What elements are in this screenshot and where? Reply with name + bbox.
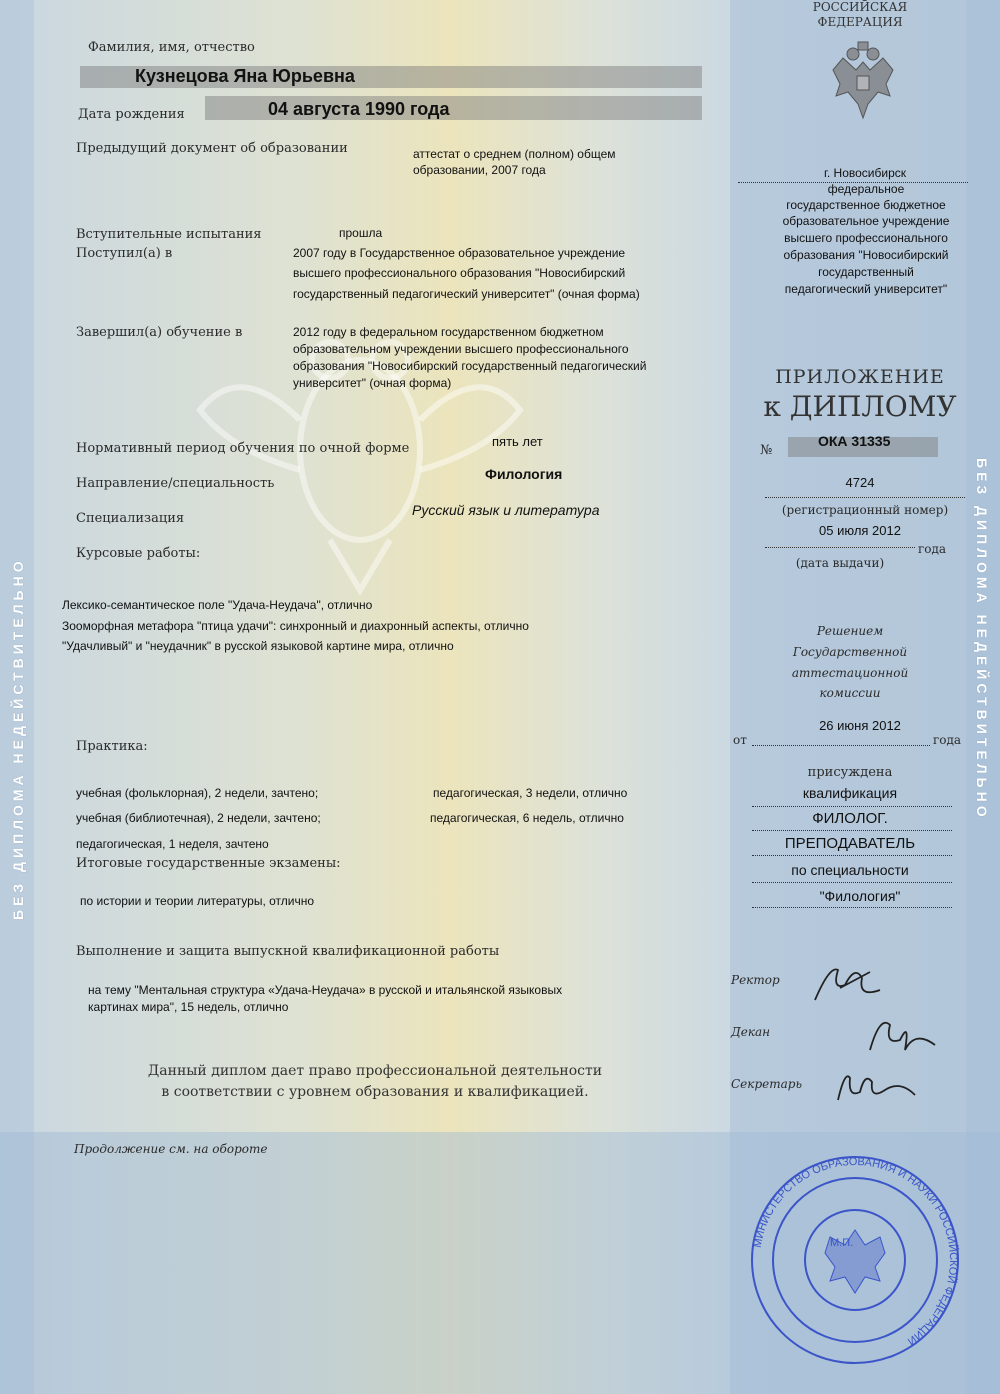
practice-left-3: педагогическая, 1 неделя, зачтено (76, 837, 269, 851)
decision-line-4: комиссии (819, 686, 881, 700)
practice-left-1: учебная (фольклорная), 2 недели, зачтено; (76, 786, 319, 800)
city: г. Новосибирск (823, 166, 907, 180)
period-label: Нормативный период обучения по очной форме (76, 441, 410, 456)
specialization-label: Специализация (76, 511, 185, 526)
practice-right-2: педагогическая, 6 недель, отлично (430, 811, 624, 825)
issue-date: 05 июля 2012 (819, 523, 901, 538)
name-label: Фамилия, имя, отчество (88, 40, 255, 55)
coat-of-arms-icon (828, 40, 898, 120)
right-vertical-warning: БЕЗ ДИПЛОМА НЕДЕЙСТВИТЕЛЬНО (974, 458, 990, 821)
decision-date-underline (752, 745, 930, 746)
coursework-label: Курсовые работы: (76, 546, 201, 561)
issue-date-label: (дата выдачи) (795, 556, 885, 570)
institution-line-4: высшего профессионального (784, 231, 948, 245)
qualification-word: квалификация (802, 785, 898, 801)
decision-year-word: года (933, 733, 962, 747)
entrance-label: Вступительные испытания (76, 227, 262, 242)
continued-note: Продолжение см. на обороте (74, 1142, 268, 1156)
enrolled-line3: государственный педагогический университет" (очная форма) (293, 287, 640, 301)
spec-line-4 (752, 882, 952, 883)
reg-number-underline (765, 497, 965, 498)
institution-line-6: государственный (818, 265, 914, 279)
completed-line4: университет" (очная форма) (293, 376, 452, 390)
prev-doc-line1: аттестат о среднем (полном) общем (413, 147, 616, 161)
dean-label: Декан (731, 1025, 771, 1039)
thesis-line2: картинах мира", 15 недель, отлично (88, 1000, 289, 1014)
title-appendix: ПРИЛОЖЕНИЕ (775, 366, 945, 388)
by-specialty: по специальности (791, 862, 909, 878)
completed-label: Завершил(а) обучение в (76, 325, 243, 340)
coursework-item-3: "Удачливый" и "неудачник" в русской языковой картине мира, отлично (62, 639, 454, 653)
enrolled-line1: 2007 году в Государственное образовательное учреждение (293, 246, 626, 260)
prev-doc-line2: образовании, 2007 года (413, 163, 546, 177)
birth-label: Дата рождения (78, 107, 185, 122)
reg-number-label: (регистрационный номер) (781, 503, 949, 517)
awarded: присуждена (807, 765, 893, 780)
enrolled-label: Поступил(а) в (76, 246, 173, 261)
practice-left-2: учебная (библиотечная), 2 недели, зачтено; (76, 811, 321, 825)
practice-right-1: педагогическая, 3 недели, отлично (433, 786, 628, 800)
reg-number: 4724 (845, 475, 875, 490)
completed-line1: 2012 году в федеральном государственном бюджетном (293, 325, 604, 339)
completed-line3: образования "Новосибирский государственный педагогический (293, 359, 647, 373)
enrolled-line2: высшего профессионального образования "Новосибирский (293, 266, 626, 280)
coursework-item-1: Лексико-семантическое поле "Удача-Неудача", отлично (62, 598, 373, 612)
number-sign: № (760, 443, 773, 458)
specialty: "Филология" (819, 888, 901, 904)
rights-line2: в соответствии с уровнем образования и квалификацией. (161, 1084, 589, 1100)
spec-line-3 (752, 855, 952, 856)
institution-line-7: педагогический университет" (784, 282, 948, 296)
direction-label: Направление/специальность (76, 476, 275, 491)
exams-value: по истории и теории литературы, отлично (80, 894, 315, 908)
secretary-label: Секретарь (731, 1077, 802, 1091)
issue-year-word: года (918, 542, 947, 556)
rights-line1: Данный диплом дает право профессиональной деятельности (147, 1063, 603, 1079)
qualification-1: ФИЛОЛОГ. (812, 810, 888, 827)
title-to-diploma: к ДИПЛОМУ (763, 390, 957, 423)
left-vertical-warning: БЕЗ ДИПЛОМА НЕДЕЙСТВИТЕЛЬНО (10, 557, 26, 920)
specialization-value: Русский язык и литература (412, 502, 600, 518)
thesis-line1: на тему "Ментальная структура «Удача-Неудача» в русской и итальянской языковых (88, 983, 563, 997)
period-value: пять лет (492, 434, 543, 449)
qualification-2: ПРЕПОДАВАТЕЛЬ (784, 835, 916, 852)
institution-line-2: государственное бюджетное (786, 198, 946, 212)
decision-line-3: аттестационной (791, 666, 909, 680)
decision-line-2: Государственной (792, 645, 908, 659)
from-word: от (733, 733, 747, 747)
direction-value: Филология (485, 466, 563, 482)
stamp-ring-text: МИНИСТЕРСТВО ОБРАЗОВАНИЯ И НАУКИ РОССИЙСКОЙ ФЕДЕРАЦИИ (751, 1155, 960, 1348)
institution-line-3: образовательное учреждение (782, 214, 950, 228)
prev-doc-label: Предыдущий документ об образовании (76, 141, 348, 156)
institution-line-1: федеральное (827, 182, 905, 196)
full-name: Кузнецова Яна Юрьевна (135, 66, 355, 86)
spec-line-5 (752, 907, 952, 908)
birth-date: 04 августа 1990 года (268, 99, 450, 119)
thesis-label: Выполнение и защита выпускной квалификационной работы (76, 944, 500, 959)
practice-label: Практика: (76, 739, 148, 754)
coursework-item-2: Зооморфная метафора "птица удачи": синхронный и диахронный аспекты, отлично (62, 619, 529, 633)
rector-signature (810, 960, 890, 1010)
spec-line-2 (752, 830, 952, 831)
completed-line2: образовательном учреждении высшего профессионального (293, 342, 629, 356)
decision-date: 26 июня 2012 (819, 718, 901, 733)
entrance-value: прошла (339, 226, 383, 240)
decision-line-1: Решением (816, 624, 884, 638)
dean-signature (860, 1010, 940, 1060)
institution-line-5: образования "Новосибирский (783, 248, 949, 262)
stamp-mp: М.П. (830, 1237, 854, 1249)
country-header: РОССИЙСКАЯ ФЕДЕРАЦИЯ (812, 0, 908, 29)
issue-date-underline (765, 547, 915, 548)
exams-label: Итоговые государственные экзамены: (76, 856, 341, 871)
official-stamp-icon (730, 1155, 980, 1365)
spec-line-1 (752, 806, 952, 807)
secretary-signature (830, 1060, 920, 1110)
rector-label: Ректор (731, 973, 780, 987)
diploma-number: ОКА 31335 (818, 433, 891, 449)
